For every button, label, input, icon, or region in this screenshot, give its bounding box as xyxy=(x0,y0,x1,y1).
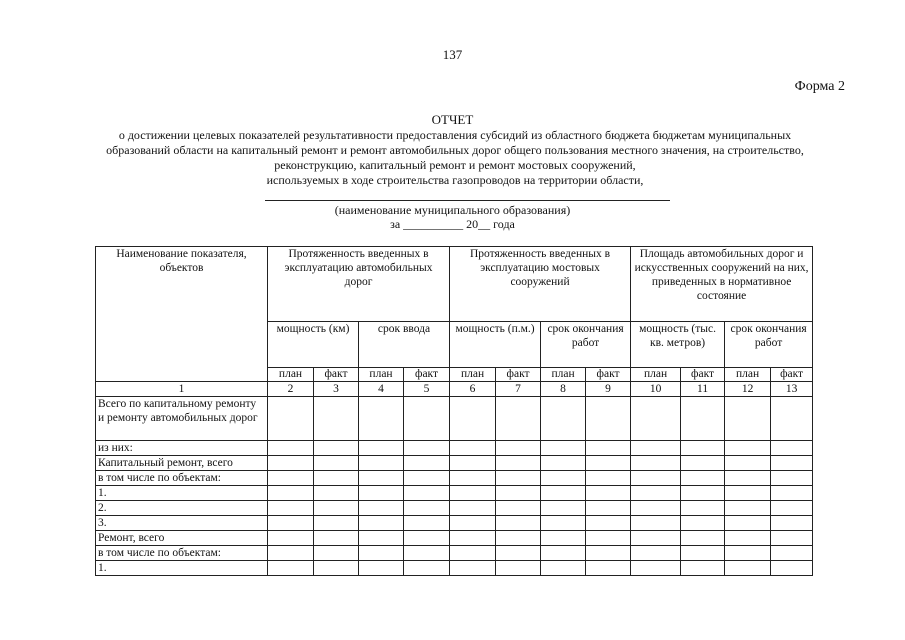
table-row xyxy=(96,501,813,516)
municipality-fill-line xyxy=(265,200,670,201)
table-row xyxy=(96,561,813,576)
table-row xyxy=(96,441,813,456)
row-label: в том числе по объектам: xyxy=(96,471,268,486)
row-label: Всего по капитальному ремонту и ремонту автомобильных дорог xyxy=(96,397,268,441)
column-number: 5 xyxy=(404,382,450,397)
header-fact: факт xyxy=(681,368,725,382)
header-indicator: Наименование показателя, объектов xyxy=(96,247,268,382)
table-row xyxy=(96,471,813,486)
table-row xyxy=(96,486,813,501)
header-plan: план xyxy=(268,368,314,382)
header-group-area: Площадь автомобильных дорог и искусственных сооружений на них, приведенных в нормативное состояние xyxy=(631,247,813,322)
header-group-bridges: Протяженность введенных в эксплуатацию мостовых сооружений xyxy=(450,247,631,322)
report-table xyxy=(95,246,813,576)
subtitle-line: реконструкцию, капитальный ремонт и ремонт мостовых сооружений, xyxy=(274,158,636,172)
header-plan: план xyxy=(450,368,496,382)
column-number: 13 xyxy=(771,382,813,397)
row-label: в том числе по объектам: xyxy=(96,546,268,561)
column-number: 4 xyxy=(359,382,404,397)
row-label: 3. xyxy=(96,516,268,531)
header-roads-term: срок ввода xyxy=(359,322,450,368)
table-row xyxy=(96,456,813,471)
column-number: 3 xyxy=(314,382,359,397)
header-bridges-capacity: мощность (п.м.) xyxy=(450,322,541,368)
row-label: из них: xyxy=(96,441,268,456)
header-fact: факт xyxy=(586,368,631,382)
column-number: 10 xyxy=(631,382,681,397)
subtitle-line: образований области на капитальный ремонт и ремонт автомобильных дорог общего пользования местного значения, на строительство, xyxy=(106,143,804,157)
subtitle-line: о достижении целевых показателей результативности предоставления субсидий из областного бюджета бюджетам муниципальных xyxy=(118,128,792,142)
header-group-roads: Протяженность введенных в эксплуатацию автомобильных дорог xyxy=(268,247,450,322)
row-label: 1. xyxy=(96,486,268,501)
subtitle-line: используемых в ходе строительства газопроводов на территории области, xyxy=(266,173,644,187)
table-row xyxy=(96,546,813,561)
header-plan: план xyxy=(541,368,586,382)
column-number: 7 xyxy=(496,382,541,397)
header-roads-capacity: мощность (км) xyxy=(268,322,359,368)
column-number: 11 xyxy=(681,382,725,397)
column-number: 8 xyxy=(541,382,586,397)
table-row xyxy=(96,516,813,531)
column-number: 12 xyxy=(725,382,771,397)
row-label: 1. xyxy=(96,561,268,576)
report-title: ОТЧЕТ xyxy=(431,112,474,127)
header-fact: факт xyxy=(771,368,813,382)
row-label: 2. xyxy=(96,501,268,516)
row-label: Ремонт, всего xyxy=(96,531,268,546)
header-area-capacity: мощность (тыс. кв. метров) xyxy=(631,322,725,368)
header-fact: факт xyxy=(496,368,541,382)
report-period: за __________ 20__ года xyxy=(390,217,515,231)
header-fact: факт xyxy=(404,368,450,382)
header-fact: факт xyxy=(314,368,359,382)
column-number: 6 xyxy=(450,382,496,397)
table-row xyxy=(96,397,813,441)
header-area-term: срок окончания работ xyxy=(725,322,813,368)
header-bridges-term: срок окончания работ xyxy=(541,322,631,368)
header-plan: план xyxy=(725,368,771,382)
report-subtitle xyxy=(70,128,840,188)
form-label: Форма 2 xyxy=(794,79,845,94)
column-number: 1 xyxy=(96,382,268,397)
table-row xyxy=(96,531,813,546)
header-plan: план xyxy=(359,368,404,382)
row-label: Капитальный ремонт, всего xyxy=(96,456,268,471)
column-number: 2 xyxy=(268,382,314,397)
municipality-caption: (наименование муниципального образования) xyxy=(334,203,571,217)
page-number: 137 xyxy=(442,47,463,62)
column-number: 9 xyxy=(586,382,631,397)
header-plan: план xyxy=(631,368,681,382)
